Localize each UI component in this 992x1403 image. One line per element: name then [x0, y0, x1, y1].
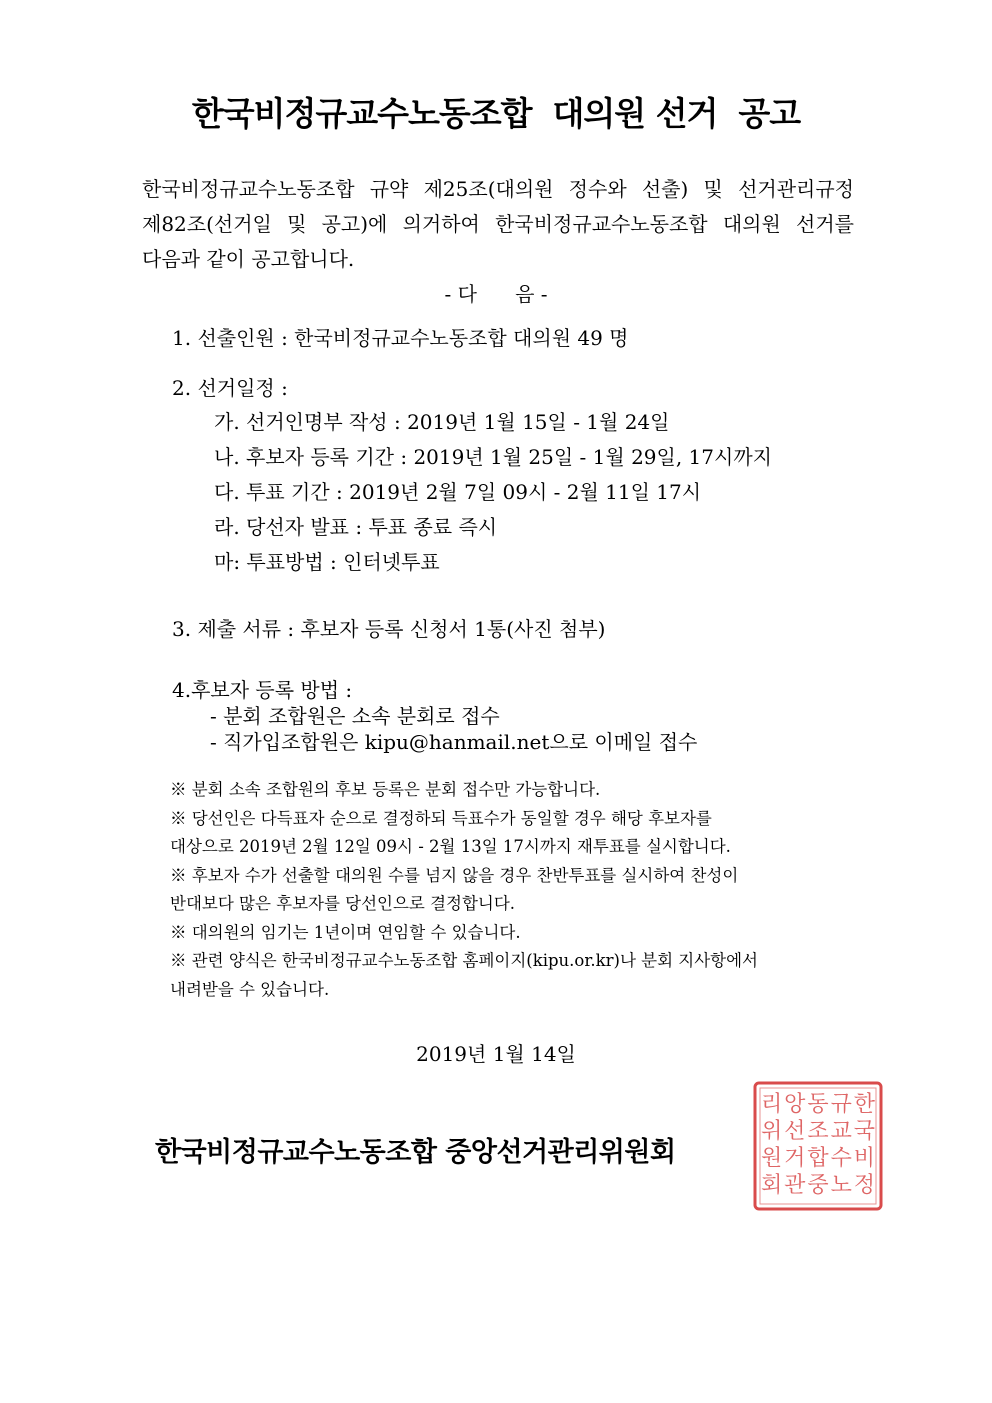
seal-glyph: 거 [784, 1146, 806, 1171]
section-3-documents: 3. 제출 서류 : 후보자 등록 신청서 1통(사진 첨부) [172, 617, 606, 641]
schedule-item: 다. 투표 기간 : 2019년 2월 7일 09시 - 2월 11일 17시 [214, 480, 702, 504]
seal-glyph: 수 [830, 1146, 852, 1171]
schedule-item: 가. 선거인명부 작성 : 2019년 1월 15일 - 1월 24일 [214, 410, 670, 434]
seal-glyph: 합 [807, 1146, 829, 1171]
note-line: 내려받을 수 있습니다. [170, 979, 330, 999]
registration-method-item: - 직가입조합원은 kipu@hanmail.net으로 이메일 접수 [210, 730, 698, 754]
registration-method-item: - 분회 조합원은 소속 분회로 접수 [210, 704, 500, 728]
intro-paragraph [142, 172, 854, 277]
seal-glyph: 동 [807, 1092, 829, 1117]
schedule-item: 나. 후보자 등록 기간 : 2019년 1월 25일 - 1월 29일, 17시까지 [214, 445, 772, 469]
document-title: 한국비정규교수노동조합 대의원 선거 공고 [191, 94, 801, 133]
seal-glyph: 원 [760, 1146, 783, 1171]
note-line: ※ 관련 양식은 한국비정규교수노동조합 홈페이지(kipu.or.kr)나 분회 지사항에서 [170, 951, 758, 970]
seal-glyph: 리 [760, 1092, 783, 1117]
section-heading: - 다 음 - [444, 282, 548, 306]
note-line: ※ 대의원의 임기는 1년이며 연임할 수 있습니다. [170, 922, 521, 942]
note-line: ※ 분회 소속 조합원의 후보 등록은 분회 접수만 가능합니다. [170, 780, 601, 799]
schedule-item: 마: 투표방법 : 인터넷투표 [214, 550, 440, 574]
seal-glyph: 교 [830, 1119, 852, 1144]
seal-glyph: 노 [830, 1173, 852, 1198]
note-line: 대상으로 2019년 2월 12일 09시 - 2월 13일 17시까지 재투표를 실시합니다. [170, 837, 731, 856]
official-seal-stamp [752, 1080, 884, 1212]
seal-glyph: 정 [853, 1173, 876, 1198]
seal-glyph: 조 [807, 1119, 829, 1144]
seal-glyph: 국 [853, 1119, 876, 1144]
schedule-item: 라. 당선자 발표 : 투표 종료 즉시 [214, 515, 498, 539]
note-line: ※ 후보자 수가 선출할 대의원 수를 넘지 않을 경우 찬반투표를 실시하여 찬성이 [170, 865, 739, 885]
notes-block [170, 776, 870, 1004]
section-2-label: 2. 선거일정 : [172, 376, 288, 400]
seal-glyph: 중 [807, 1173, 829, 1198]
seal-glyph: 관 [784, 1173, 806, 1198]
seal-glyph: 규 [830, 1092, 852, 1117]
issuing-organization: 한국비정규교수노동조합 중앙선거관리위원회 [155, 1137, 676, 1168]
seal-glyph: 위 [760, 1119, 783, 1144]
seal-glyph: 비 [853, 1146, 876, 1171]
intro-line: 다음과 같이 공고합니다. [142, 247, 355, 271]
seal-glyph: 회 [760, 1173, 783, 1198]
section-1-election-seats: 1. 선출인원 : 한국비정규교수노동조합 대의원 49 명 [172, 326, 629, 350]
seal-glyph: 선 [784, 1119, 806, 1144]
seal-glyph: 앙 [784, 1092, 806, 1117]
intro-line: 제82조(선거일 및 공고)에 의거하여 한국비정규교수노동조합 대의원 선거를 [142, 212, 854, 236]
section-4-label: 4.후보자 등록 방법 : [172, 678, 353, 702]
intro-line: 한국비정규교수노동조합 규약 제25조(대의원 정수와 선출) 및 선거관리규정 [142, 177, 854, 201]
announcement-date: 2019년 1월 14일 [416, 1042, 576, 1066]
seal-glyph: 한 [853, 1092, 876, 1117]
note-line: ※ 당선인은 다득표자 순으로 결정하되 득표수가 동일할 경우 해당 후보자를 [170, 808, 712, 828]
seal-lettering [761, 1092, 876, 1198]
note-line: 반대보다 많은 후보자를 당선인으로 결정합니다. [170, 894, 516, 913]
